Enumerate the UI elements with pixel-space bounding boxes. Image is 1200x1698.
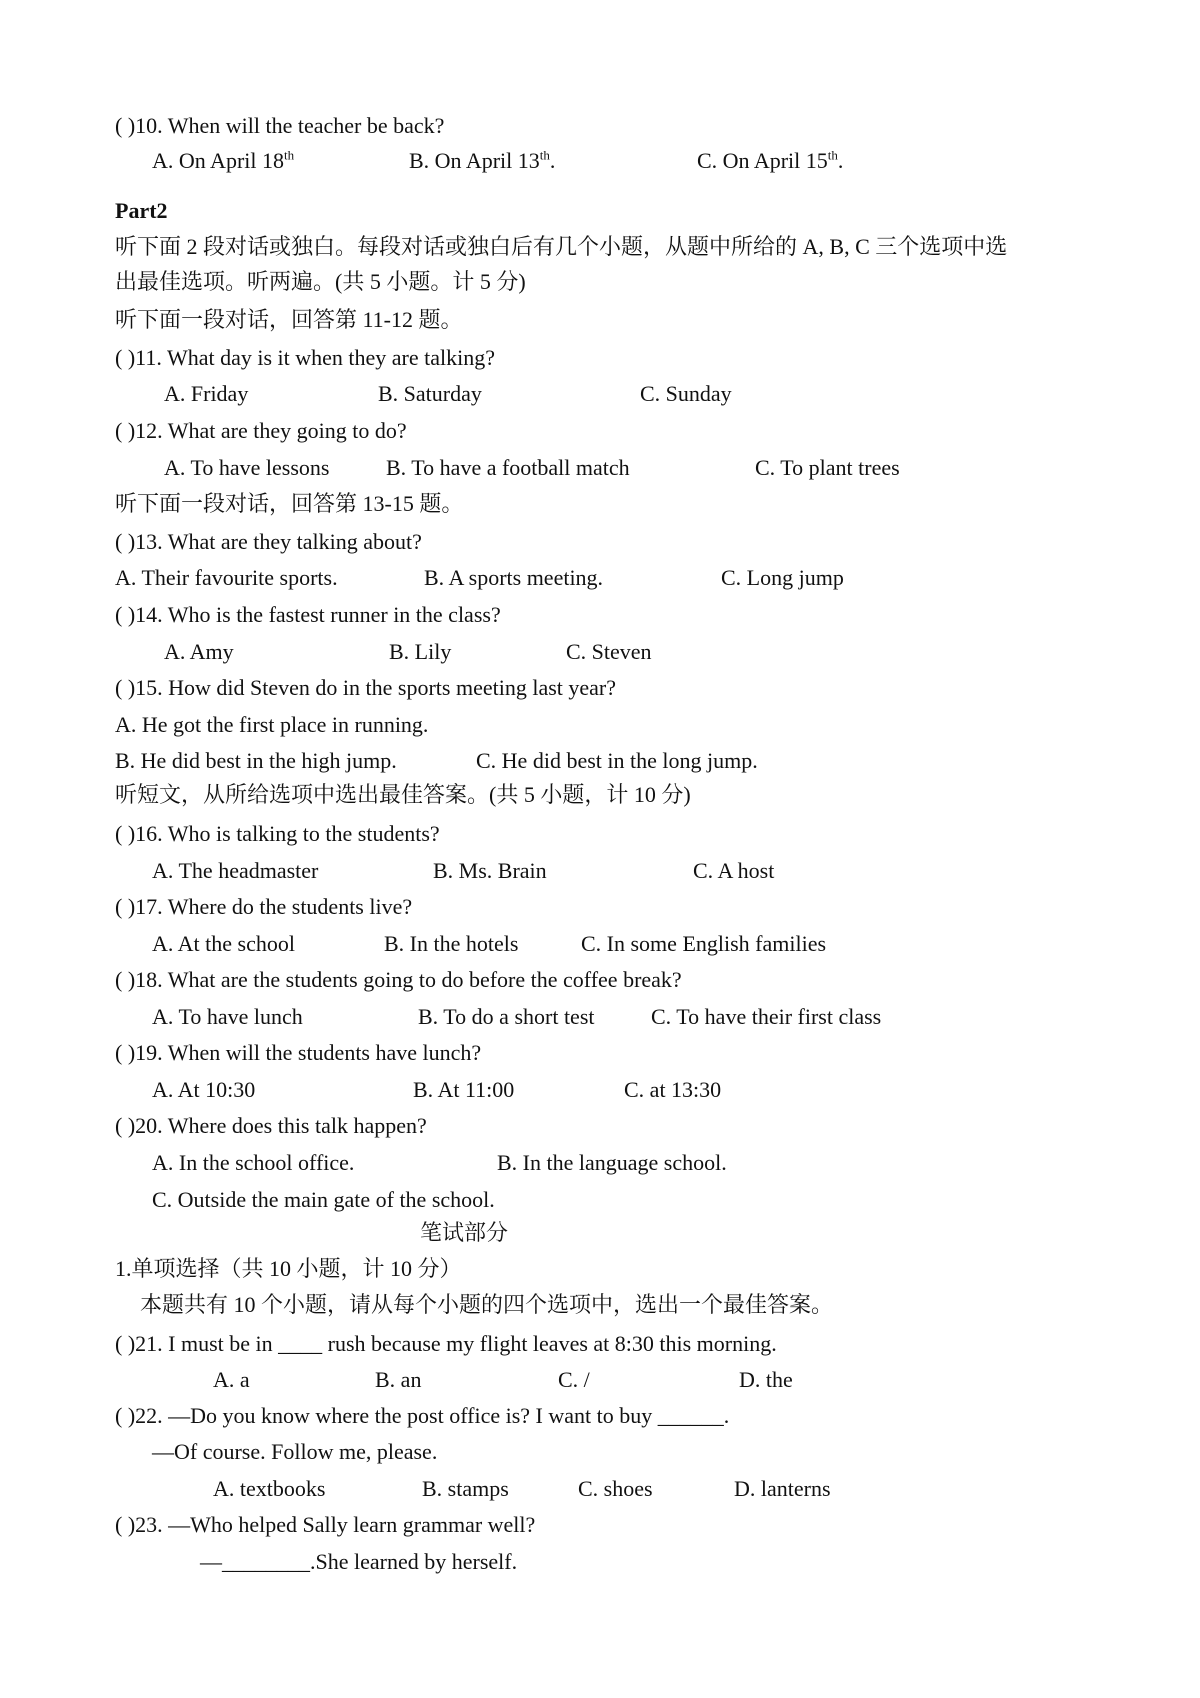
section1-heading: 1.单项选择（共 10 小题，计 10 分） — [115, 1256, 462, 1281]
question-11-option-c: C. Sunday — [640, 381, 732, 406]
question-22-option-b: B. stamps — [422, 1476, 509, 1501]
section1-instruction: 本题共有 10 个小题，请从每个小题的四个选项中，选出一个最佳答案。 — [140, 1292, 834, 1317]
question-19-stem: ( )19. When will the students have lunch? — [115, 1040, 482, 1065]
dialog2-instruction: 听下面一段对话，回答第 13-15 题。 — [115, 491, 464, 516]
question-17-stem: ( )17. Where do the students live? — [115, 894, 413, 919]
question-13-stem: ( )13. What are they talking about? — [115, 529, 422, 554]
question-22-option-c: C. shoes — [578, 1476, 653, 1501]
option-end: . — [837, 148, 844, 173]
question-19-option-c: C. at 13:30 — [624, 1077, 722, 1102]
question-12-option-c: C. To plant trees — [755, 455, 900, 480]
question-21-option-c: C. / — [558, 1367, 590, 1392]
question-10-stem: ( )10. When will the teacher be back? — [115, 113, 445, 138]
question-11-option-a: A. Friday — [164, 381, 249, 406]
ordinal-suffix: th — [284, 147, 295, 163]
option-text: A. On April 18 — [152, 148, 284, 173]
dialog1-instruction: 听下面一段对话，回答第 11-12 题。 — [115, 307, 463, 332]
question-16-stem: ( )16. Who is talking to the students? — [115, 821, 440, 846]
question-20-option-b: B. In the language school. — [497, 1150, 727, 1175]
question-17-option-a: A. At the school — [152, 931, 295, 956]
question-23-stem: ( )23. —Who helped Sally learn grammar well? — [115, 1512, 536, 1537]
question-17-option-b: B. In the hotels — [384, 931, 519, 956]
question-18-option-a: A. To have lunch — [152, 1004, 303, 1029]
option-text: B. On April 13 — [409, 148, 540, 173]
ordinal-suffix: th — [539, 147, 550, 163]
question-15-option-a: A. He got the first place in running. — [115, 712, 429, 737]
question-21-option-a: A. a — [213, 1367, 250, 1392]
question-17-option-c: C. In some English families — [581, 931, 827, 956]
question-19-option-b: B. At 11:00 — [413, 1077, 515, 1102]
question-21-option-d: D. the — [739, 1367, 793, 1392]
passage-instruction: 听短文，从所给选项中选出最佳答案。(共 5 小题，计 10 分) — [115, 782, 691, 807]
question-16-option-a: A. The headmaster — [152, 858, 319, 883]
option-end: . — [549, 148, 556, 173]
part2-title: Part2 — [115, 198, 168, 223]
question-13-option-c: C. Long jump — [721, 565, 844, 590]
question-14-option-c: C. Steven — [566, 639, 652, 664]
question-12-stem: ( )12. What are they going to do? — [115, 418, 407, 443]
question-20-stem: ( )20. Where does this talk happen? — [115, 1113, 427, 1138]
question-10-option-c — [697, 147, 843, 175]
question-14-stem: ( )14. Who is the fastest runner in the class? — [115, 602, 501, 627]
question-22-stem: ( )22. —Do you know where the post office is? I want to buy ______. — [115, 1403, 730, 1428]
question-16-option-c: C. A host — [693, 858, 775, 883]
question-22-option-d: D. lanterns — [734, 1476, 831, 1501]
part2-instruction-line1: 听下面 2 段对话或独白。每段对话或独白后有几个小题，从题中所给的 A, B, C 三个选项中选 — [115, 234, 1008, 259]
written-section-title: 笔试部分 — [420, 1220, 509, 1245]
question-23-reply: —________.She learned by herself. — [200, 1549, 518, 1574]
question-10-option-a — [152, 147, 294, 175]
question-20-option-a: A. In the school office. — [152, 1150, 355, 1175]
question-16-option-b: B. Ms. Brain — [433, 858, 547, 883]
question-19-option-a: A. At 10:30 — [152, 1077, 256, 1102]
question-11-option-b: B. Saturday — [378, 381, 482, 406]
option-text: C. On April 15 — [697, 148, 828, 173]
question-12-option-b: B. To have a football match — [386, 455, 630, 480]
question-18-option-b: B. To do a short test — [418, 1004, 595, 1029]
question-20-option-c: C. Outside the main gate of the school. — [152, 1187, 495, 1212]
question-14-option-a: A. Amy — [164, 639, 234, 664]
question-12-option-a: A. To have lessons — [164, 455, 330, 480]
question-14-option-b: B. Lily — [389, 639, 452, 664]
question-15-option-b: B. He did best in the high jump. — [115, 748, 397, 773]
question-15-option-c: C. He did best in the long jump. — [476, 748, 758, 773]
question-15-stem: ( )15. How did Steven do in the sports meeting last year? — [115, 675, 617, 700]
question-11-stem: ( )11. What day is it when they are talking? — [115, 345, 495, 370]
question-18-option-c: C. To have their first class — [651, 1004, 882, 1029]
question-13-option-b: B. A sports meeting. — [424, 565, 604, 590]
question-13-option-a: A. Their favourite sports. — [115, 565, 338, 590]
question-22-option-a: A. textbooks — [213, 1476, 326, 1501]
question-10-option-b — [409, 147, 555, 175]
question-18-stem: ( )18. What are the students going to do before the coffee break? — [115, 967, 682, 992]
ordinal-suffix: th — [827, 147, 838, 163]
question-21-stem: ( )21. I must be in ____ rush because my flight leaves at 8:30 this morning. — [115, 1331, 777, 1356]
question-21-option-b: B. an — [375, 1367, 422, 1392]
part2-instruction-line2: 出最佳选项。听两遍。(共 5 小题。计 5 分) — [115, 269, 526, 294]
question-22-reply: —Of course. Follow me, please. — [152, 1439, 438, 1464]
